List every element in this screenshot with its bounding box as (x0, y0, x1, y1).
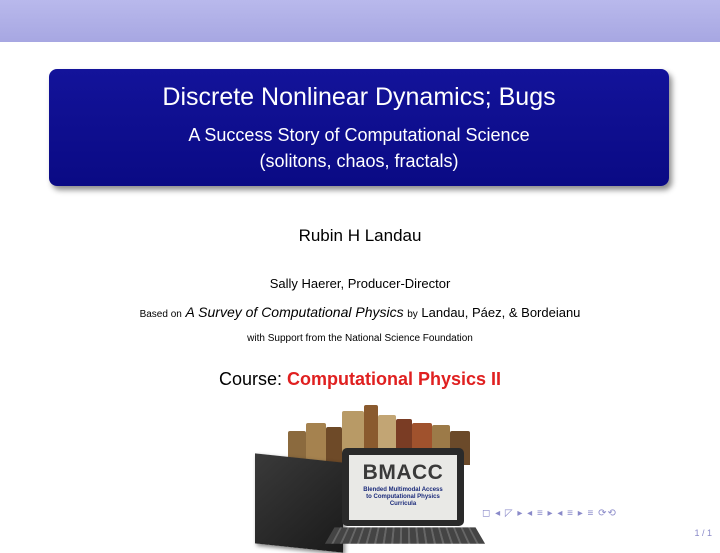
book-authors: Landau, Páez, & Bordeianu (421, 305, 581, 320)
book-spine (326, 427, 342, 465)
header-band (0, 0, 720, 42)
bmacc-logo: BMACC (362, 461, 444, 484)
subtitle-line-1: A Success Story of Computational Science (188, 125, 530, 145)
by-label: by (407, 309, 418, 320)
title-block (49, 69, 669, 186)
bmacc-caption (349, 487, 457, 508)
slide-title: Discrete Nonlinear Dynamics; Bugs (162, 83, 556, 111)
laptop-image (342, 448, 464, 526)
bmacc-caption-line-2: to Computational Physics (366, 494, 440, 500)
book-title: A Survey of Computational Physics (185, 304, 404, 320)
support-line: with Support from the National Science Foundation (247, 333, 473, 344)
based-on-prefix: Based on (139, 309, 182, 320)
slide-subtitle (49, 122, 669, 174)
producer: Sally Haerer, Producer-Director (269, 276, 451, 291)
subtitle-line-2: (solitons, chaos, fractals) (259, 151, 459, 171)
page-number: 1 / 1 (694, 528, 712, 538)
laptop-display (349, 455, 457, 520)
laptop-keyboard (325, 527, 485, 543)
bmacc-caption-line-3: Curricula (389, 501, 417, 507)
course-name: Computational Physics II (287, 369, 502, 389)
author: Rubin H Landau (298, 226, 422, 245)
bmacc-caption-line-1: Blended Multimodal Access (363, 487, 443, 493)
based-on-line (0, 304, 720, 320)
course-label: Course: (218, 369, 282, 389)
beamer-navigation[interactable]: ◻ ◂ ◸ ▸ ◂ ≡ ▸ ◂ ≡ ▸ ≡ ⟳⟲ (482, 508, 617, 519)
course-line (0, 369, 720, 390)
